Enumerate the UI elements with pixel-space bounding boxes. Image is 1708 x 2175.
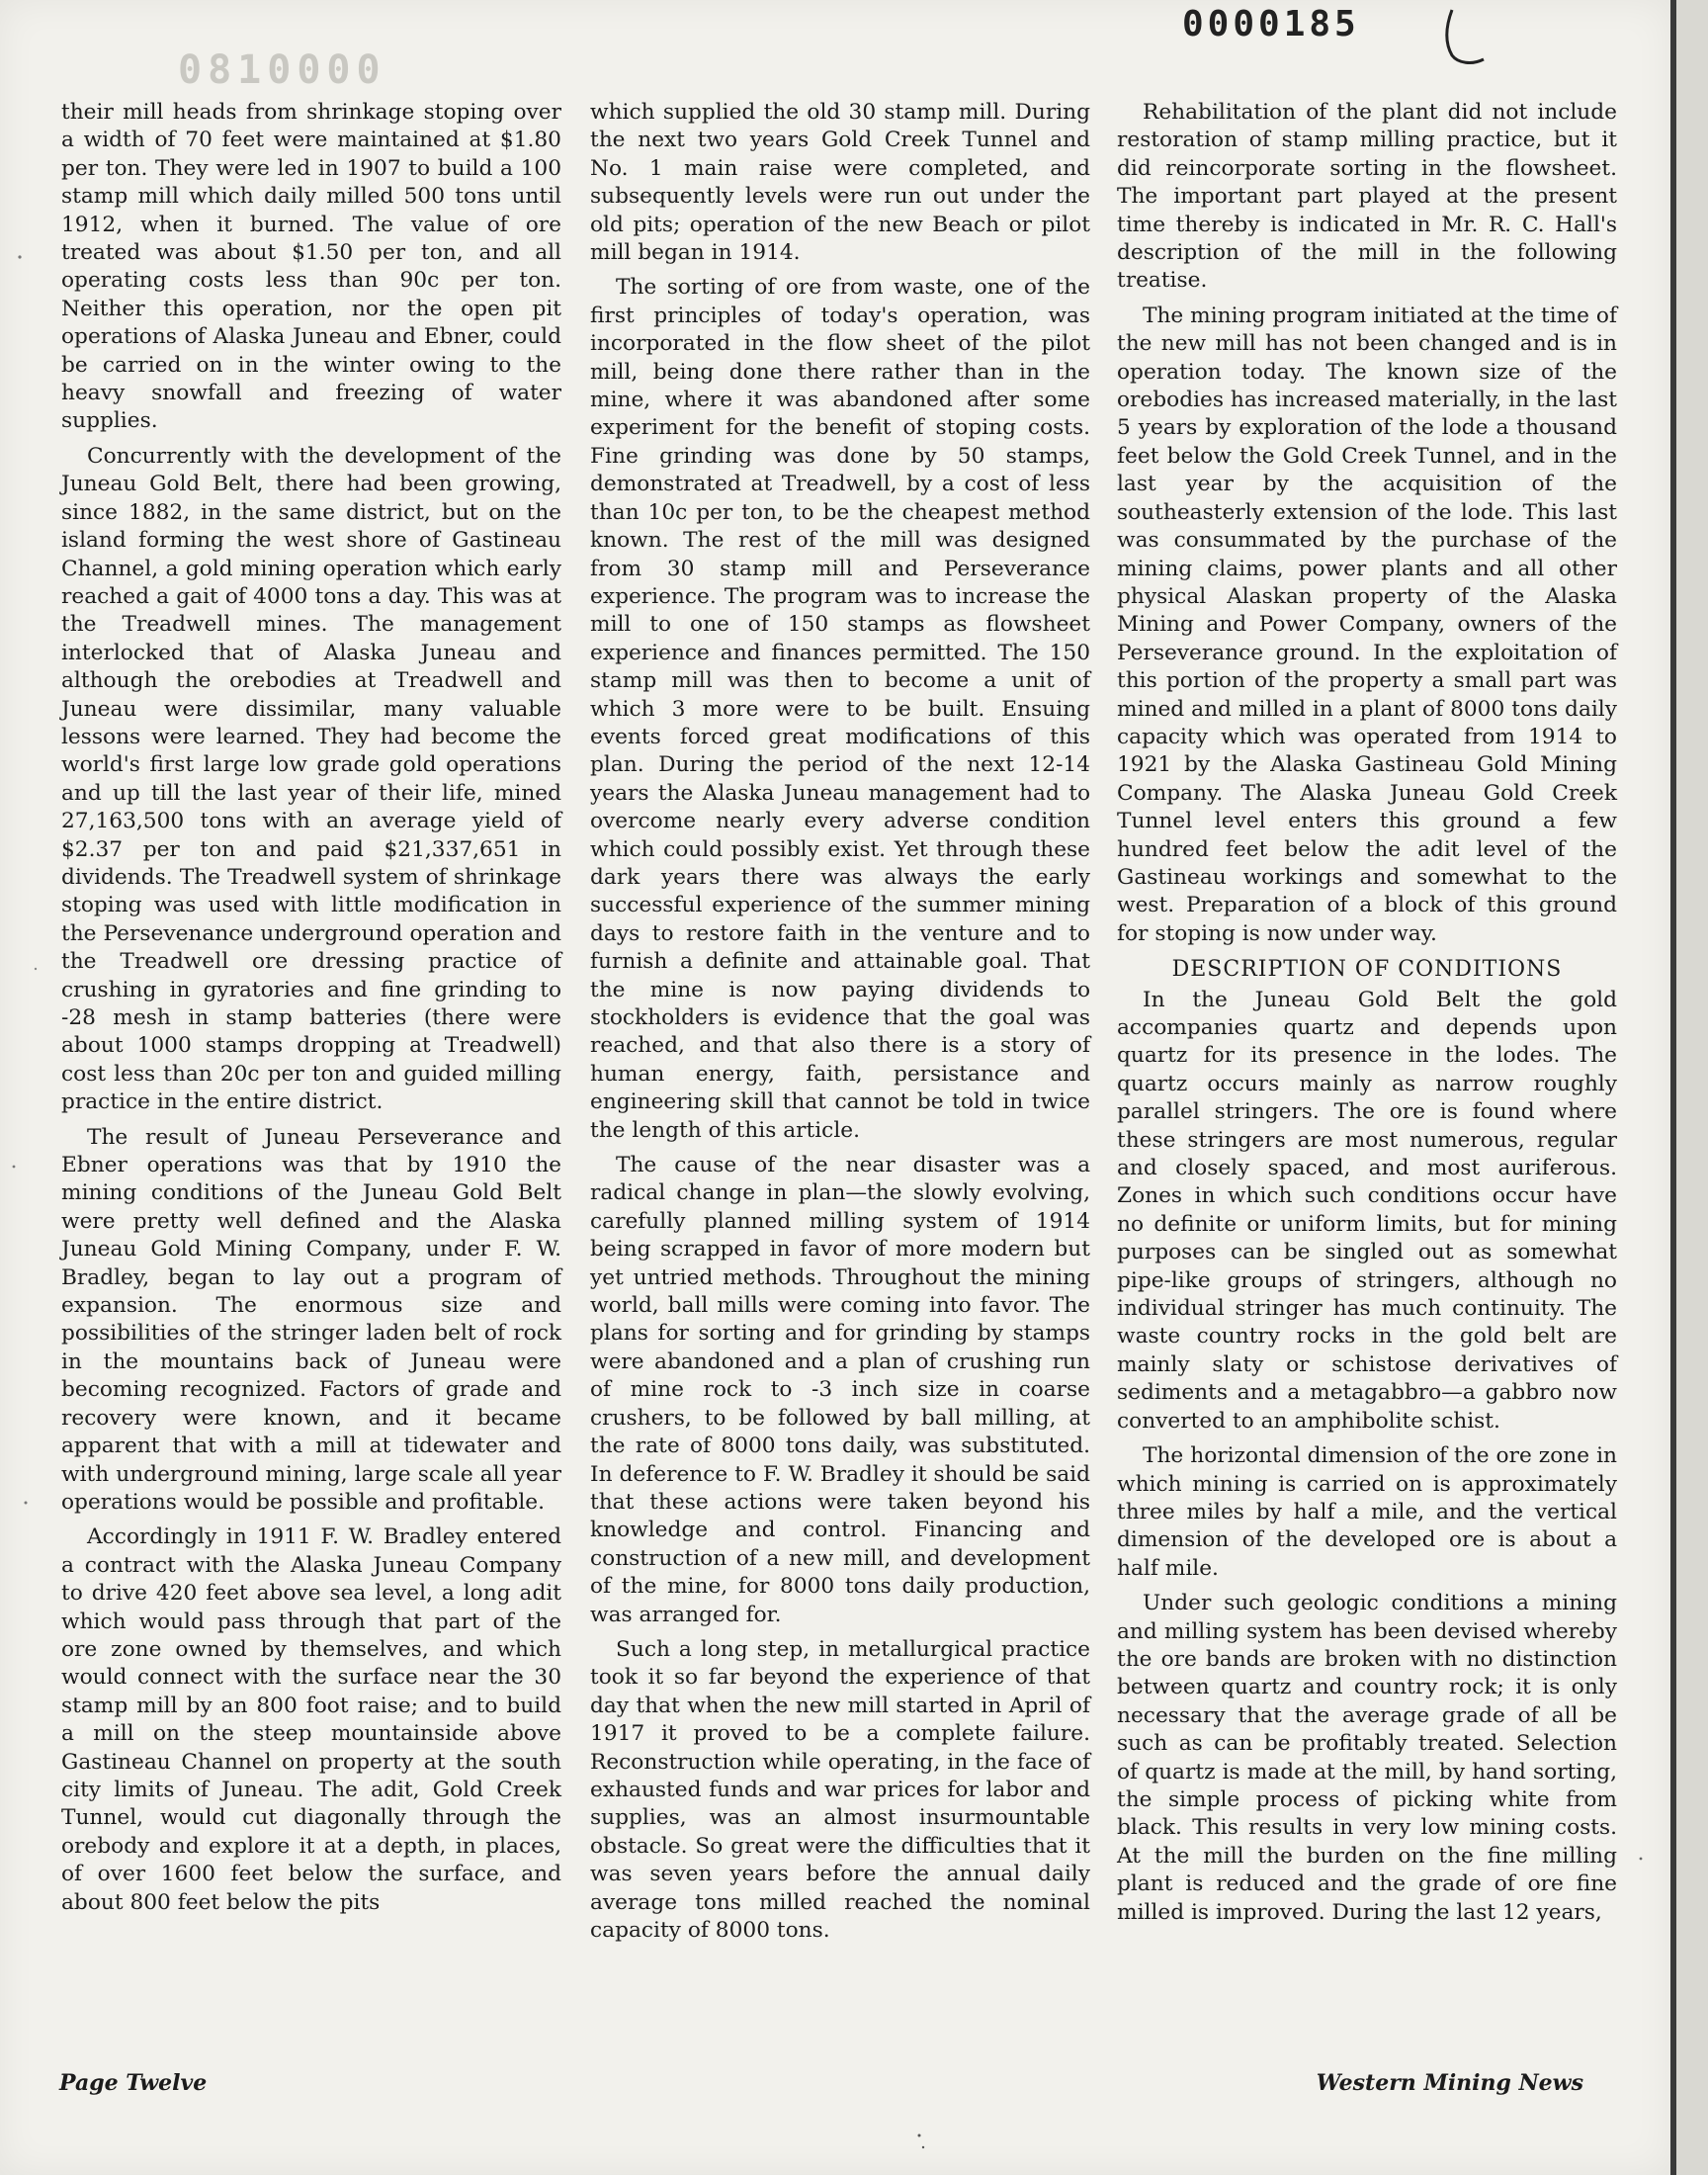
column-2-paragraph-2: The sorting of ore from waste, one of the first principles of today's operation, was incorporated in the flow sheet of the pilot mill, being done there rather than in the mine, where it was abandoned after some experiment for the benefit of stoping costs. Fine grinding was done by 50 stamps, demonstrated at Treadwell, by a cost of less than 10c per ton, to be the cheapest method known. The rest of the mill was designed from 30 stamp mill and Perseverance experience. The program was to increase the mill to one of 150 stamps as flowsheet experience and finances permitted. The 150 stamp mill was then to become a unit of which 3 more were to be built. Ensuing events forced great modifications of this plan. During the period of the next 12-14 years the Alaska Juneau management had to overcome nearly every adverse condition which could possibly exist. Yet through these dark years there was always the early successful experience of the summer mining days to restore faith in the venture and to furnish a definite and attainable goal. That the mine is now paying dividends to stockholders is evidence that the goal was reached, and that also there is a story of human energy, faith, persistance and engineering skill that cannot be told in twice the length of this article. (590, 275, 1090, 1143)
column-1-paragraph-1: their mill heads from shrinkage stoping over a width of 70 feet were maintained at $1.80 per ton. They were led in 1907 to build a 100 stamp mill which daily milled 500 tons until 1912, when it burned. The value of ore treated was about $1.50 per ton, and all operating costs less than 90c per ton. Neither this operation, nor the open pit operations of Alaska Juneau and Ebner, could be carried on in the winter owing to the heavy snowfall and freezing of water supplies. (61, 100, 561, 434)
column-3-paragraph-1: Rehabilitation of the plant did not include restoration of stamp milling practice, but it did reincorporate sorting in the flowsheet. The important part played at the present time thereby is indicated in Mr. R. C. Hall's description of the mill in the following treatise. (1117, 100, 1617, 294)
column-3-paragraph-5: Under such geologic conditions a mining and milling system has been devised whereby the ore bands are broken with no distinction between quartz and country rock; it is only necessary that the average grade of all be such as can be profitably treated. Selection of quartz is made at the mill, by hand sorting, the simple process of picking white from black. This results in very low mining costs. At the mill the burden on the fine milling plant is reduced and the grade of ore fine milled is improved. During the last 12 years, (1117, 1591, 1617, 1925)
column-1-paragraph-4: Accordingly in 1911 F. W. Bradley entered a contract with the Alaska Juneau Company to drive 420 feet above sea level, a long adit which would pass through that part of the ore zone owned by themselves, and which would connect with the surface near the 30 stamp mill by an 800 foot raise; and to build a mill on the steep mountainside above Gastineau Channel on property at the south city limits of Juneau. The adit, Gold Creek Tunnel, would cut diagonally through the orebody and explore it at a depth, in places, of over 1600 feet below the surface, and about 800 feet below the pits (61, 1524, 561, 1915)
column-1-paragraph-2: Concurrently with the development of the Juneau Gold Belt, there had been growing, since 1882, in the same district, but on the island forming the west shore of Gastineau Channel, a gold mining operation which early reached a gait of 4000 tons a day. This was at the Treadwell mines. The management interlocked that of Alaska Juneau and although the orebodies at Treadwell and Juneau were dissimilar, many valuable lessons were learned. They had become the world's first large low grade gold operations and up till the last year of their life, mined 27,163,500 tons with an average yield of $2.37 per ton and paid $21,337,651 in dividends. The Treadwell system of shrinkage stoping was used with little modification in the Persevenance underground operation and the Treadwell ore dressing practice of crushing in gyratories and fine grinding to -28 mesh in stamp batteries (there were about 1000 stamps dropping at Treadwell) cost less than 20c per ton and guided milling practice in the entire district. (61, 443, 561, 1115)
document-number: 0000185 (1182, 4, 1360, 44)
column-2-paragraph-4: Such a long step, in metallurgical practice took it so far beyond the experience of that day that when the new mill started in April of 1917 it proved to be a complete failure. Reconstruction while operating, in the face of exhausted funds and war prices for labor and supplies, was an almost insurmountable obstacle. So great were the difficulties that it was seven years before the annual daily average tons milled reached the nominal capacity of 8000 tons. (590, 1636, 1090, 1943)
page-label: Page Twelve (59, 2070, 208, 2096)
faded-stamp-number: 0810000 (178, 47, 386, 93)
column-2-paragraph-3: The cause of the near disaster was a radical change in plan—the slowly evolving, carefully planned milling system of 1914 being scrapped in favor of more modern but yet untried methods. Throughout the mining world, ball mills were coming into favor. The plans for sorting and for grinding by stamps were abandoned and a plan of crushing run of mine rock to -3 inch size in coarse crushers, to be followed by ball milling, at the rate of 8000 tons daily, was substituted. In deference to F. W. Bradley it should be said that these actions were taken beyond his knowledge and control. Financing and construction of a new mill, and development of the mine, for 8000 tons daily production, was arranged for. (590, 1153, 1090, 1627)
section-heading: DESCRIPTION OF CONDITIONS (1171, 957, 1563, 983)
column-3-paragraph-2: The mining program initiated at the time of the new mill has not been changed and is in operation today. The known size of the orebodies has increased materially, in the last 5 years by exploration of the lode a thousand feet below the Gold Creek Tunnel, and in the last year by the acquisition of the southeasterly extension of the lode. This last was consummated by the purchase of the mining claims, power plants and all other physical Alaskan property of the Alaska Mining and Power Company, owners of the Perseverance ground. In the exploitation of this portion of the property a small part was mined and milled in a plant of 8000 tons daily capacity which was operated from 1914 to 1921 by the Alaska Gastineau Gold Mining Company. The Alaska Juneau Gold Creek Tunnel level enters this ground a few hundred feet below the adit level of the Gastineau workings and somewhat to the west. Preparation of a block of this ground for stoping is now under way. (1117, 303, 1617, 946)
column-3-paragraph-3: In the Juneau Gold Belt the gold accompanies quartz and depends upon quartz for its presence in the lodes. The quartz occurs mainly as narrow roughly parallel stringers. The ore is found where these stringers are most numerous, regular and closely spaced, and most auriferous. Zones in which such conditions occur have no definite or uniform limits, but for mining purposes can be singled out as somewhat pipe-like groups of stringers, although no individual stringer has much continuity. The waste country rocks in the gold belt are mainly slaty or schistose derivatives of sediments and a metagabbro—a gabbro now converted to an amphibolite schist. (1117, 987, 1617, 1434)
column-1-paragraph-3: The result of Juneau Perseverance and Ebner operations was that by 1910 the mining conditions of the Juneau Gold Belt were pretty well defined and the Alaska Juneau Gold Mining Company, under F. W. Bradley, began to lay out a program of expansion. The enormous size and possibilities of the stringer laden belt of rock in the mountains back of Juneau were becoming recognized. Factors of grade and recovery were known, and it became apparent that with a mill at tidewater and with underground mining, large scale all year operations would be possible and profitable. (61, 1124, 561, 1515)
column-3-paragraph-4: The horizontal dimension of the ore zone in which mining is carried on is approximately three miles by half a mile, and the vertical dimension of the developed ore is about a half mile. (1117, 1443, 1617, 1581)
publication-name: Western Mining News (1316, 2070, 1583, 2096)
column-2-paragraph-1: which supplied the old 30 stamp mill. During the next two years Gold Creek Tunnel and No. 1 main raise were completed, and subsequently levels were run out under the old pits; operation of the new Beach or pilot mill began in 1914. (590, 100, 1090, 266)
